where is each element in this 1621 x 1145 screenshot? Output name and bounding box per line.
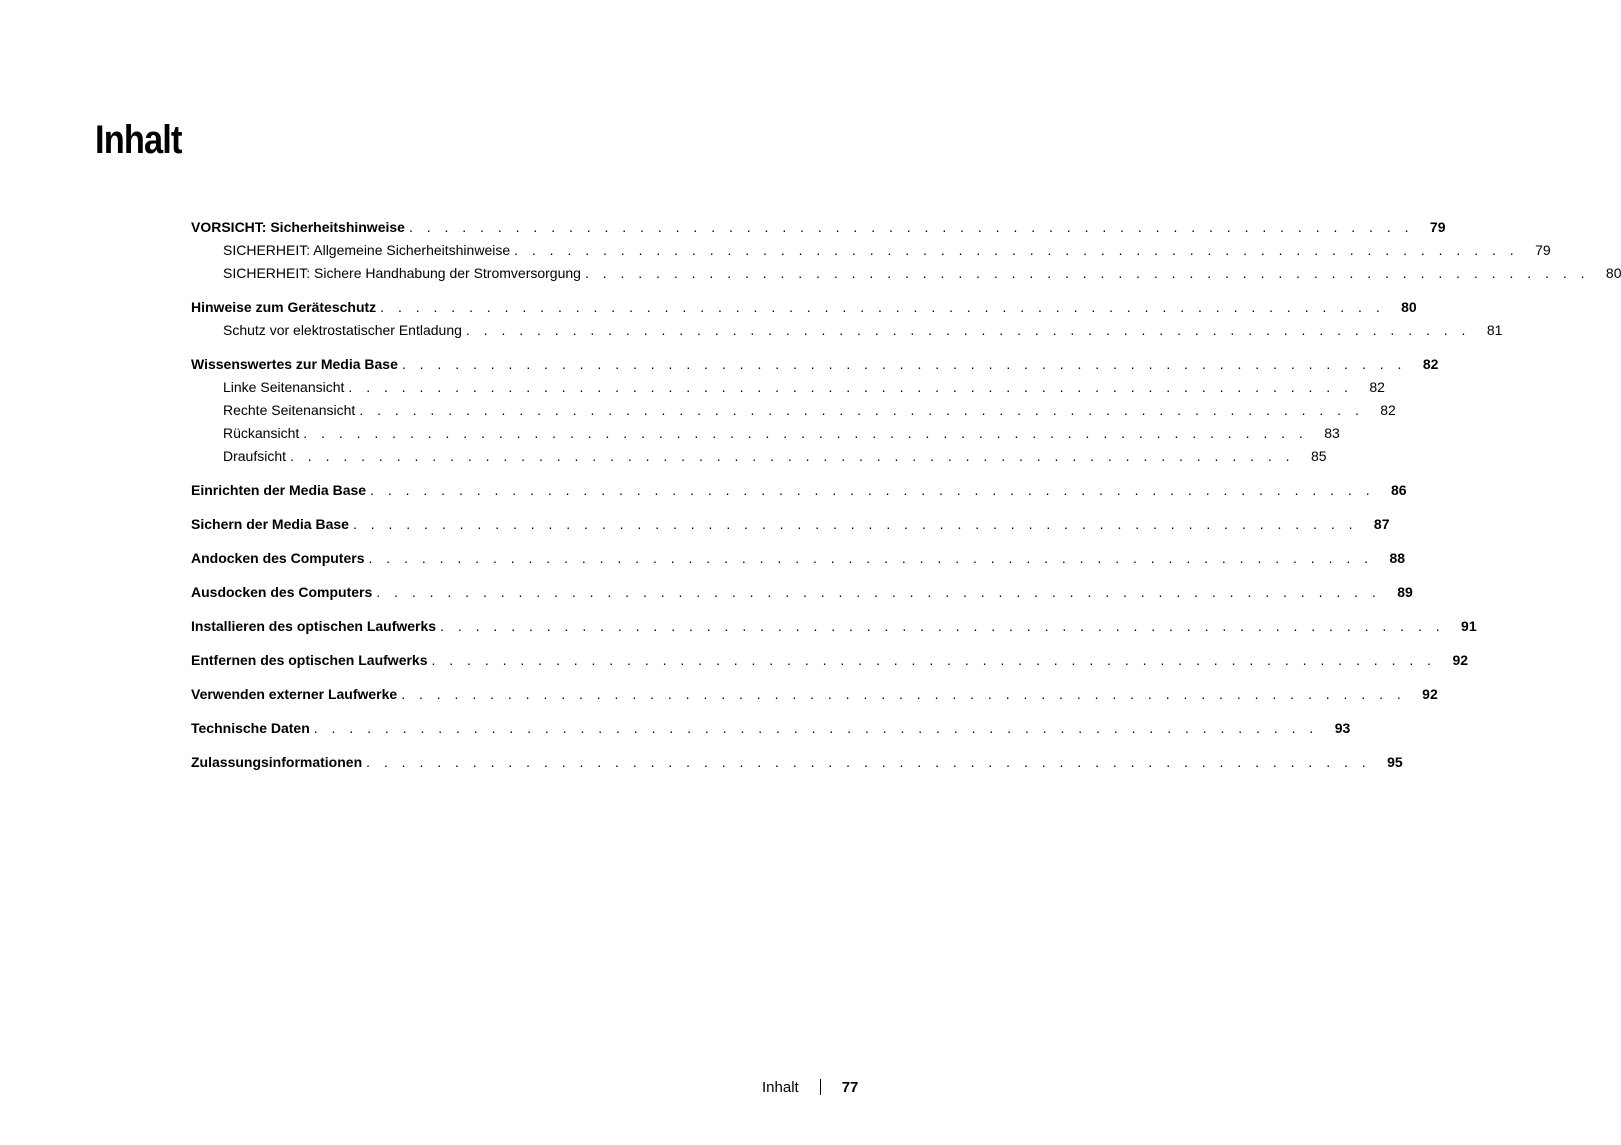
toc-entry-label: SICHERHEIT: Allgemeine Sicherheitshinweise <box>223 242 511 258</box>
toc-entry[interactable] <box>191 319 1503 342</box>
toc-entry[interactable] <box>191 296 1417 319</box>
footer-page-number: 77 <box>841 1078 859 1096</box>
toc-dot-leader: . . . . . . . . . . . . . . . . . . . . . . . . . . . . . . . . . . . . . . . . . . . . . . . . . . . . . . . . . <box>408 219 1414 235</box>
toc-entry[interactable] <box>191 649 1469 672</box>
toc-dot-leader: . . . . . . . . . . . . . . . . . . . . . . . . . . . . . . . . . . . . . . . . . . . . . . . . . . . . . . . . . <box>370 482 1375 498</box>
toc-entry-page: 83 <box>1324 425 1340 441</box>
toc-entry-page: 89 <box>1397 584 1413 600</box>
toc-entry-page: 92 <box>1452 652 1469 668</box>
footer-divider <box>820 1079 821 1095</box>
toc-entry-page: 86 <box>1391 482 1407 498</box>
toc-dot-leader: . . . . . . . . . . . . . . . . . . . . . . . . . . . . . . . . . . . . . . . . . . . . . . . . . . . . . . . . . <box>465 322 1471 338</box>
toc-entry-label: Einrichten der Media Base <box>191 482 367 498</box>
toc-entry-page: 82 <box>1422 356 1439 372</box>
toc-dot-leader: . . . . . . . . . . . . . . . . . . . . . . . . . . . . . . . . . . . . . . . . . . . . . . . . . . . . . . . . . <box>440 618 1445 634</box>
toc-entry[interactable] <box>191 216 1446 239</box>
toc-dot-leader: . . . . . . . . . . . . . . . . . . . . . . . . . . . . . . . . . . . . . . . . . . . . . . . . . . . . . . . . . <box>401 686 1406 702</box>
toc-dot-leader: . . . . . . . . . . . . . . . . . . . . . . . . . . . . . . . . . . . . . . . . . . . . . . . . . . . . . . . . . <box>290 448 1295 464</box>
toc-entry-label: Technische Daten <box>191 720 310 736</box>
toc-entry-label: Hinweise zum Geräteschutz <box>191 299 377 315</box>
toc-entry[interactable] <box>191 399 1396 422</box>
toc-entry-label: Draufsicht <box>223 448 287 464</box>
toc-entry-label: Installieren des optischen Laufwerks <box>191 618 437 634</box>
toc-entry-page: 79 <box>1535 242 1551 258</box>
toc-entry[interactable] <box>191 683 1438 706</box>
toc-dot-leader: . . . . . . . . . . . . . . . . . . . . . . . . . . . . . . . . . . . . . . . . . . . . . . . . . . . . . . . . . <box>431 652 1437 668</box>
toc-entry[interactable] <box>191 547 1406 570</box>
toc-entry-page: 79 <box>1429 219 1446 235</box>
toc-entry-page: 95 <box>1387 754 1403 770</box>
toc-dot-leader: . . . . . . . . . . . . . . . . . . . . . . . . . . . . . . . . . . . . . . . . . . . . . . . . . . . . . . . . . <box>359 402 1364 418</box>
toc-entry-label: VORSICHT: Sicherheitshinweise <box>191 219 405 235</box>
toc-entry[interactable] <box>191 717 1351 740</box>
table-of-contents <box>191 216 1621 774</box>
toc-entry[interactable] <box>191 239 1551 262</box>
toc-entry[interactable] <box>191 262 1621 285</box>
toc-entry-label: Andocken des Computers <box>191 550 365 566</box>
toc-entry-page: 93 <box>1334 720 1351 736</box>
toc-entry-label: Wissenswertes zur Media Base <box>191 356 398 372</box>
toc-entry[interactable] <box>191 479 1407 502</box>
toc-dot-leader: . . . . . . . . . . . . . . . . . . . . . . . . . . . . . . . . . . . . . . . . . . . . . . . . . . . . . . . . . <box>366 754 1371 770</box>
toc-entry-label: Schutz vor elektrostatischer Entladung <box>223 322 462 338</box>
toc-entry-label: Rückansicht <box>223 425 300 441</box>
toc-entry-page: 92 <box>1422 686 1438 702</box>
toc-dot-leader: . . . . . . . . . . . . . . . . . . . . . . . . . . . . . . . . . . . . . . . . . . . . . . . . . . . . . . . . . <box>376 584 1381 600</box>
toc-dot-leader: . . . . . . . . . . . . . . . . . . . . . . . . . . . . . . . . . . . . . . . . . . . . . . . . . . . . . . . . . <box>303 425 1308 441</box>
toc-entry-page: 82 <box>1380 402 1396 418</box>
toc-entry[interactable] <box>191 751 1403 774</box>
toc-entry-label: Entfernen des optischen Laufwerks <box>191 652 428 668</box>
toc-dot-leader: . . . . . . . . . . . . . . . . . . . . . . . . . . . . . . . . . . . . . . . . . . . . . . . . . . . . . . . . . <box>584 265 1590 281</box>
toc-entry-label: Zulassungsinformationen <box>191 754 363 770</box>
toc-dot-leader: . . . . . . . . . . . . . . . . . . . . . . . . . . . . . . . . . . . . . . . . . . . . . . . . . . . . . . . . . <box>380 299 1385 315</box>
toc-entry[interactable] <box>191 513 1390 536</box>
toc-entry[interactable] <box>191 376 1385 399</box>
page-title: Inhalt <box>95 118 182 162</box>
toc-entry[interactable] <box>191 353 1439 376</box>
toc-entry-page: 85 <box>1310 448 1327 464</box>
toc-entry-label: Verwenden externer Laufwerke <box>191 686 398 702</box>
toc-dot-leader: . . . . . . . . . . . . . . . . . . . . . . . . . . . . . . . . . . . . . . . . . . . . . . . . . . . . . . . . . <box>313 720 1319 736</box>
toc-entry-label: Ausdocken des Computers <box>191 584 373 600</box>
toc-dot-leader: . . . . . . . . . . . . . . . . . . . . . . . . . . . . . . . . . . . . . . . . . . . . . . . . . . . . . . . . . <box>348 379 1353 395</box>
toc-entry[interactable] <box>191 581 1413 604</box>
toc-entry-page: 81 <box>1486 322 1503 338</box>
toc-entry-page: 88 <box>1389 550 1406 566</box>
toc-entry-page: 91 <box>1461 618 1477 634</box>
toc-entry[interactable] <box>191 422 1340 445</box>
toc-dot-leader: . . . . . . . . . . . . . . . . . . . . . . . . . . . . . . . . . . . . . . . . . . . . . . . . . . . . . . . . . <box>514 242 1519 258</box>
toc-dot-leader: . . . . . . . . . . . . . . . . . . . . . . . . . . . . . . . . . . . . . . . . . . . . . . . . . . . . . . . . . <box>368 550 1374 566</box>
page-footer <box>762 1076 858 1098</box>
toc-entry-page: 87 <box>1373 516 1390 532</box>
toc-entry-label: Rechte Seitenansicht <box>223 402 356 418</box>
toc-entry-label: SICHERHEIT: Sichere Handhabung der Stromversorgung <box>223 265 581 281</box>
toc-entry-page: 80 <box>1605 265 1621 281</box>
toc-entry[interactable] <box>191 615 1477 638</box>
toc-dot-leader: . . . . . . . . . . . . . . . . . . . . . . . . . . . . . . . . . . . . . . . . . . . . . . . . . . . . . . . . . <box>401 356 1407 372</box>
toc-entry-page: 82 <box>1369 379 1385 395</box>
toc-entry-page: 80 <box>1401 299 1417 315</box>
footer-section-label: Inhalt <box>762 1078 799 1096</box>
toc-entry-label: Linke Seitenansicht <box>223 379 345 395</box>
toc-entry[interactable] <box>191 445 1327 468</box>
toc-dot-leader: . . . . . . . . . . . . . . . . . . . . . . . . . . . . . . . . . . . . . . . . . . . . . . . . . . . . . . . . . <box>352 516 1358 532</box>
toc-entry-label: Sichern der Media Base <box>191 516 349 532</box>
